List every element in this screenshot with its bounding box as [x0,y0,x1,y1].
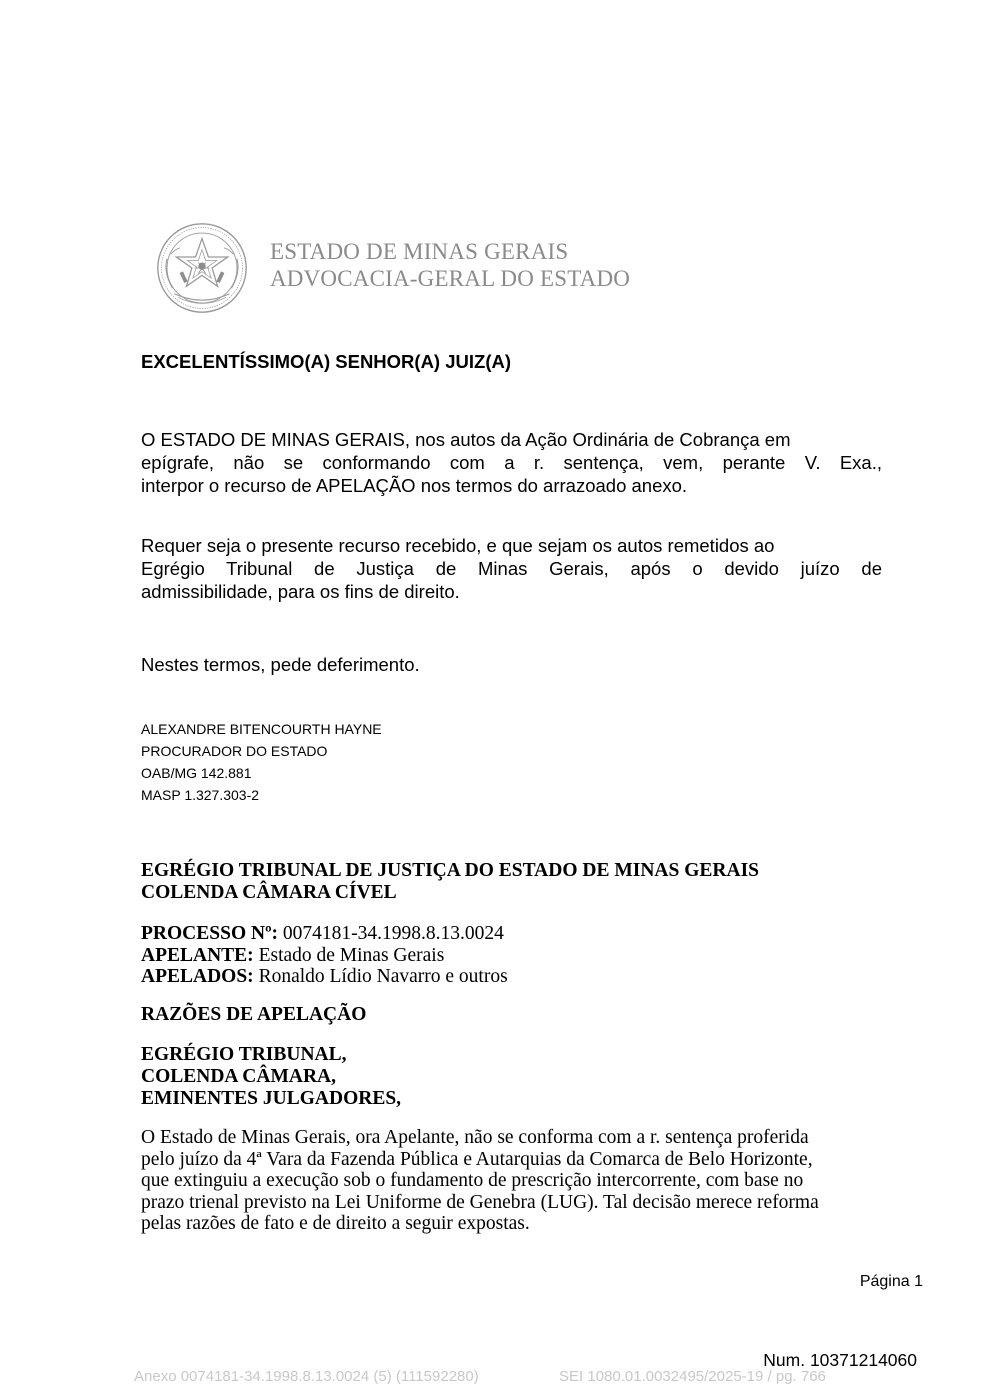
paragraph-line: O ESTADO DE MINAS GERAIS, nos autos da Ação Ordinária de Cobrança em [141,429,791,450]
body-line: O Estado de Minas Gerais, ora Apelante, não se conforma com a r. sentença proferida [141,1127,809,1148]
organization-heading [270,238,630,292]
paragraph-appeal [141,428,882,497]
org-line-state: ESTADO DE MINAS GERAIS [270,239,569,264]
signature-masp: MASP 1.327.303-2 [141,787,260,803]
body-line: pelo juízo da 4ª Vara da Fazenda Pública e Autarquias da Comarca de Belo Horizonte, [141,1148,813,1170]
paragraph-line: admissibilidade, para os fins de direito. [141,581,460,602]
process-info [141,923,508,988]
process-number-label: PROCESSO Nº: [141,923,278,944]
appellees-value: Ronaldo Lídio Navarro e outros [253,966,508,987]
page-number: Página 1 [859,1273,923,1290]
signature-title: PROCURADOR DO ESTADO [141,743,328,759]
document-number: Num. 10371214060 [763,1350,917,1370]
court-line: COLENDA CÂMARA CÍVEL [141,882,397,903]
vocative-block [141,1044,401,1110]
vocative-line: COLENDA CÂMARA, [141,1066,336,1087]
process-number-row [141,923,508,945]
vocative-line: EMINENTES JULGADORES, [141,1088,402,1109]
salutation: EXCELENTÍSSIMO(A) SENHOR(A) JUIZ(A) [141,351,511,372]
paragraph-line: epígrafe, não se conformando com a r. sentença, vem, perante V. Exa., [141,452,882,473]
vocative-line: EGRÉGIO TRIBUNAL, [141,1044,347,1065]
section-title: RAZÕES DE APELAÇÃO [141,1004,367,1025]
signature-oab: OAB/MG 142.881 [141,765,252,781]
signature-block [141,718,382,806]
coat-of-arms-seal-icon [156,222,248,314]
paragraph-line: Egrégio Tribunal de Justiça de Minas Gerais, após o devido juízo de [141,558,882,579]
appellant-row [141,945,508,967]
appellees-row [141,966,508,988]
body-paragraph [141,1127,881,1235]
body-line: prazo trienal previsto na Lei Uniforme de Genebra (LUG). Tal decisão merece reforma [141,1191,819,1213]
paragraph-line: interpor o recurso de APELAÇÃO nos termos do arrazoado anexo. [141,475,688,496]
closing-statement: Nestes termos, pede deferimento. [141,654,420,675]
org-line-agency: ADVOCACIA-GERAL DO ESTADO [270,266,631,291]
court-heading [141,860,759,904]
signature-name: ALEXANDRE BITENCOURTH HAYNE [141,721,382,737]
process-number-value: 0074181-34.1998.8.13.0024 [278,923,504,944]
paragraph-request [141,534,882,603]
body-line: que extinguiu a execução sob o fundamento de prescrição intercorrente, com base no [141,1170,804,1191]
appellees-label: APELADOS: [141,966,254,987]
body-line: pelas razões de fato e de direito a seguir expostas. [141,1213,530,1234]
appellant-value: Estado de Minas Gerais [253,944,445,966]
footer-annex: Anexo 0074181-34.1998.8.13.0024 (5) (111592280) [134,1368,479,1385]
paragraph-line: Requer seja o presente recurso recebido, e que sejam os autos remetidos ao [141,535,775,556]
footer-sei: SEI 1080.01.0032495/2025-19 / pg. 766 [559,1368,826,1385]
appellant-label: APELANTE: [141,944,254,966]
court-line: EGRÉGIO TRIBUNAL DE JUSTIÇA DO ESTADO DE MINAS GERAIS [141,860,760,881]
